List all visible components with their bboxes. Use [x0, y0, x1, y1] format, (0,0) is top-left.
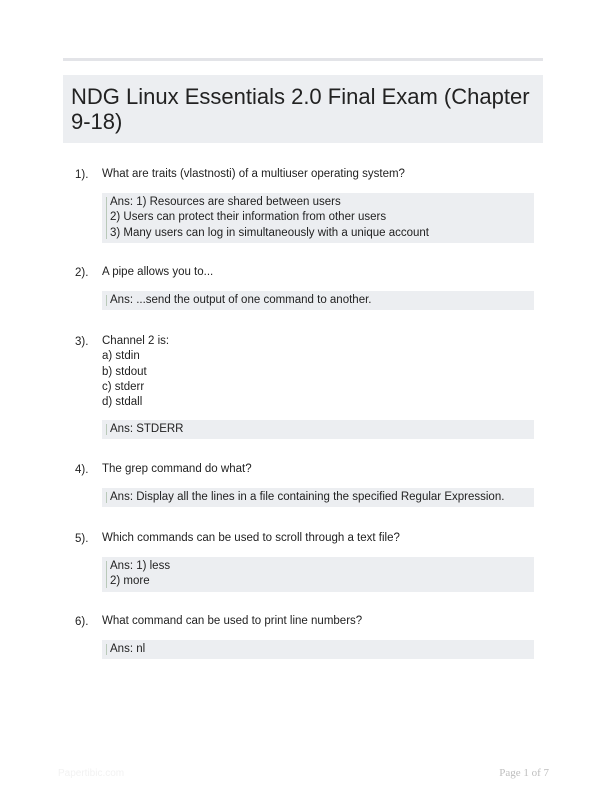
- question-text: A pipe allows you to...: [102, 266, 214, 278]
- answer-line: Ans: 1) less: [110, 560, 171, 572]
- question-number: 1).: [75, 169, 89, 181]
- question-text: The grep command do what?: [102, 463, 252, 475]
- answer-marker: [106, 492, 107, 503]
- answer-marker: [106, 295, 107, 306]
- answer-marker: [106, 197, 107, 239]
- answer-marker: [106, 424, 107, 435]
- answer-line: Ans: nl: [110, 643, 146, 655]
- top-divider: [63, 58, 543, 61]
- answer-box: [102, 193, 534, 243]
- answer-line: Ans: 1) Resources are shared between users: [110, 196, 341, 208]
- question-text: Which commands can be used to scroll through a text file?: [102, 532, 400, 544]
- answer-line: Ans: STDERR: [110, 423, 184, 435]
- answer-box: [102, 640, 534, 659]
- page-title: NDG Linux Essentials 2.0 Final Exam (Chapter 9-18): [71, 84, 530, 134]
- footer-watermark: Papertibic.com: [58, 768, 125, 779]
- question-text: What command can be used to print line numbers?: [102, 615, 363, 627]
- question-text: What are traits (vlastnosti) of a multiuser operating system?: [102, 168, 405, 180]
- answer-line: 3) Many users can log in simultaneously with a unique account: [110, 226, 429, 239]
- question-text: Channel 2 is: a) stdin b) stdout c) stderr d) stdall: [102, 335, 170, 409]
- answer-box: [102, 488, 534, 507]
- question-number: 3).: [75, 336, 89, 348]
- answer-line: Ans: Display all the lines in a file containing the specified Regular Expression.: [110, 491, 505, 503]
- answer-marker: [106, 644, 107, 655]
- question-number: 5).: [75, 533, 89, 545]
- answer-marker: [106, 561, 107, 588]
- answer-box: [102, 291, 534, 310]
- question-number: 4).: [75, 464, 89, 476]
- answer-box: [102, 420, 534, 439]
- question-number: 6).: [75, 616, 89, 628]
- answer-line: Ans: ...send the output of one command to another.: [110, 294, 372, 306]
- answer-line: 2) more: [110, 575, 150, 588]
- answer-box: [102, 557, 534, 592]
- title-banner: [63, 75, 543, 143]
- page-number: Page 1 of 7: [499, 767, 549, 779]
- question-number: 2).: [75, 267, 89, 279]
- answer-line: 2) Users can protect their information from other users: [110, 211, 387, 224]
